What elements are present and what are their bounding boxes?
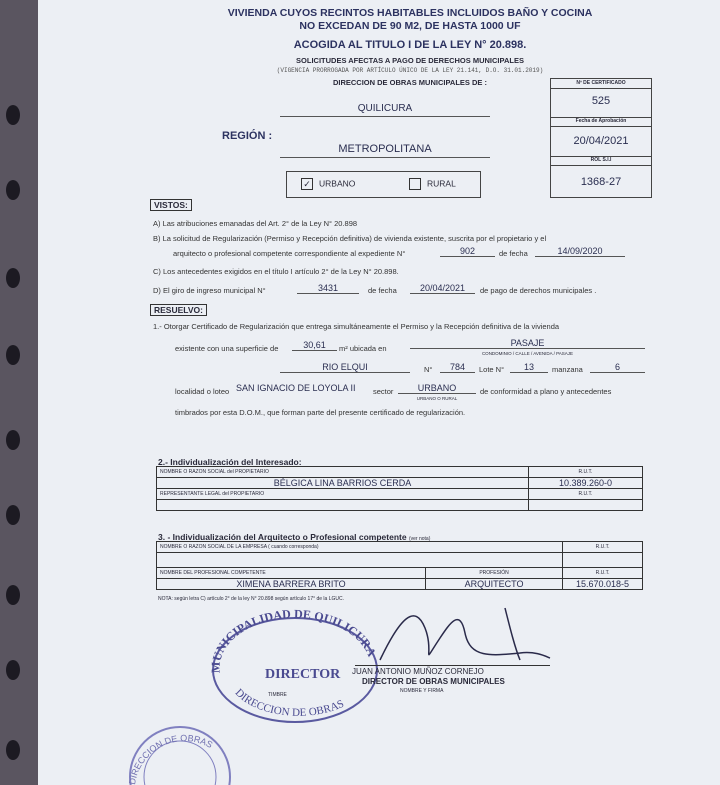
signer-title: DIRECTOR DE OBRAS MUNICIPALES	[362, 677, 505, 686]
surface-value: 30,61	[292, 340, 337, 351]
vistos-b1: B) La solicitud de Regularización (Permiso y Recepción definitiva) de vivienda existente, suscrita por el propietario y el	[153, 234, 547, 243]
lote-value: 13	[510, 362, 548, 373]
owner-rut-label: R.U.T.	[529, 467, 643, 478]
cert-date-label: Fecha de Aprobación	[551, 117, 651, 127]
signature-caption: NOMBRE Y FIRMA	[400, 688, 444, 694]
cert-date-value: 20/04/2021	[573, 135, 629, 147]
rep-name	[157, 500, 529, 511]
vistos-fecha-label: de fecha	[499, 249, 528, 258]
resuelvo-p3b: de conformidad a plano y antecedentes	[480, 387, 612, 396]
urbano-option[interactable]	[301, 178, 355, 190]
urbano-label: URBANO	[319, 178, 356, 189]
vistos-b2: arquitecto o profesional competente correspondiente al expediente N°	[173, 249, 406, 258]
vistos-d3: de pago de derechos municipales .	[480, 286, 597, 295]
signature-scribble	[370, 598, 560, 673]
section3-title-text: 3. - Individualización del Arquitecto o Profesional competente	[158, 532, 407, 542]
header-line-4: SOLICITUDES AFECTAS A PAGO DE DERECHOS MUNICIPALES	[296, 56, 524, 65]
company-label: NOMBRE O RAZON SOCIAL DE LA EMPRESA ( cuando corresponda)	[157, 542, 563, 553]
expediente-date: 14/09/2020	[535, 246, 625, 257]
owner-rut: 10.389.260-0	[529, 478, 643, 489]
sector-label: sector	[373, 387, 394, 396]
vistos-c: C) Los antecedentes exigidos en el título I artículo 2° de la Ley N° 20.898.	[153, 267, 399, 276]
stamp-center-text: DIRECTOR	[265, 667, 341, 682]
sector-caption: URBANO O RURAL	[416, 396, 458, 401]
municipality-value: QUILICURA	[357, 103, 413, 114]
rep-rut-label: R.U.T.	[529, 489, 643, 500]
profession-value: ARQUITECTO	[426, 579, 563, 590]
rural-label: RURAL	[427, 178, 456, 189]
prof-label: NOMBRE DEL PROFESIONAL COMPETENTE	[157, 568, 426, 579]
locality-label: localidad o loteo	[175, 387, 230, 396]
manzana-label: manzana	[552, 365, 583, 374]
company-rut-label: R.U.T.	[563, 542, 643, 553]
resuelvo-p2a: existente con una superficie de	[175, 344, 279, 353]
rep-rut	[529, 500, 643, 511]
stamp-top-text: MUNICIPALIDAD DE QUILICURA	[208, 608, 379, 674]
street-value: RIO ELQUI	[280, 362, 410, 373]
header-line-1: VIVIENDA CUYOS RECINTOS HABITABLES INCLUIDOS BAÑO Y COCINA	[227, 7, 593, 19]
area-box	[286, 171, 481, 198]
municipality-line	[280, 116, 490, 117]
prof-rut: 15.670.018-5	[563, 579, 643, 590]
manzana-value: 6	[590, 362, 645, 373]
resuelvo-p1: 1.- Otorgar Certificado de Regularización que entrega simultáneamente el Permiso y la Recepción definitiva de la vivienda	[153, 322, 560, 331]
vistos-title: VISTOS:	[150, 199, 192, 211]
company-rut	[563, 553, 643, 568]
street-type-value: PASAJE	[410, 338, 645, 349]
region-value: METROPOLITANA	[338, 143, 432, 155]
section3-note-ref: (ver nota)	[408, 536, 431, 542]
street-type-caption: CONDOMINIO / CALLE / AVENIDA / PASAJE	[481, 351, 574, 356]
region-label: REGIÓN :	[222, 130, 273, 142]
vistos-a: A) Las atribuciones emanadas del Art. 2° de la Ley N° 20.898	[153, 219, 358, 228]
region-line	[280, 157, 490, 158]
company-name	[157, 553, 563, 568]
rep-label: REPRESENTANTE LEGAL del PROPIETARIO	[157, 489, 529, 500]
signer-name: JUAN ANTONIO MUÑOZ CORNEJO	[352, 667, 484, 676]
resuelvo-p2b: m² ubicada en	[339, 344, 387, 353]
cert-num-value: 525	[591, 95, 611, 107]
interested-table	[156, 466, 643, 511]
resuelvo-title: RESUELVO:	[150, 304, 207, 316]
timbre-label: TIMBRE	[268, 692, 287, 698]
sector-value: URBANO	[398, 383, 476, 394]
number-value: 784	[440, 362, 475, 373]
giro-value: 3431	[297, 283, 359, 294]
professional-table	[156, 541, 643, 590]
lote-label: Lote N°	[479, 365, 505, 374]
locality-value: SAN IGNACIO DE LOYOLA II	[236, 383, 356, 393]
header-dom: DIRECCION DE OBRAS MUNICIPALES DE :	[332, 78, 488, 87]
cert-rol-label: ROL S.I.I	[551, 156, 651, 166]
profession-label: PROFESIÓN	[426, 568, 563, 579]
rural-checkbox[interactable]	[409, 178, 421, 190]
header-vigencia: (VIGENCIA PRORROGADA POR ARTÍCULO ÚNICO DE LA LEY 21.141, D.O. 31.01.2019)	[276, 67, 544, 74]
number-label: N°	[424, 365, 433, 374]
stamp-bottom-text: DIRECCION DE OBRAS	[232, 686, 346, 719]
urbano-checkbox[interactable]: ✓	[301, 178, 313, 190]
signature-line	[355, 665, 550, 666]
vistos-d1: D) El giro de ingreso municipal N°	[153, 286, 266, 295]
secondary-stamp-text: DIRECCION DE OBRAS	[127, 732, 215, 785]
section2-title: 2.- Individualización del Interesado:	[158, 457, 302, 467]
header-title: ACOGIDA AL TITULO I DE LA LEY N° 20.898.	[293, 39, 527, 51]
certificate-box	[550, 78, 652, 198]
header-line-2: NO EXCEDAN DE 90 M2, DE HASTA 1000 UF	[299, 20, 521, 32]
prof-rut-label: R.U.T.	[563, 568, 643, 579]
giro-date: 20/04/2021	[410, 283, 475, 294]
cert-rol-value: 1368-27	[580, 176, 622, 188]
secondary-stamp	[125, 715, 235, 785]
owner-label: NOMBRE O RAZON SOCIAL del PROPIETARIO	[157, 467, 529, 478]
prof-name: XIMENA BARRERA BRITO	[157, 579, 426, 590]
note-text: NOTA: según letra C) artículo 2° de la ley N° 20.898 según artículo 17° de la LGUC.	[158, 596, 344, 602]
expediente-value: 902	[440, 246, 495, 257]
cert-num-label: Nº DE CERTIFICADO	[551, 80, 651, 89]
owner-name: BÉLGICA LINA BARRIOS CERDA	[157, 478, 529, 489]
resuelvo-p4: timbrados por esta D.O.M., que forman parte del presente certificado de regularización.	[175, 408, 466, 417]
vistos-d2: de fecha	[368, 286, 397, 295]
rural-option[interactable]	[409, 178, 456, 190]
